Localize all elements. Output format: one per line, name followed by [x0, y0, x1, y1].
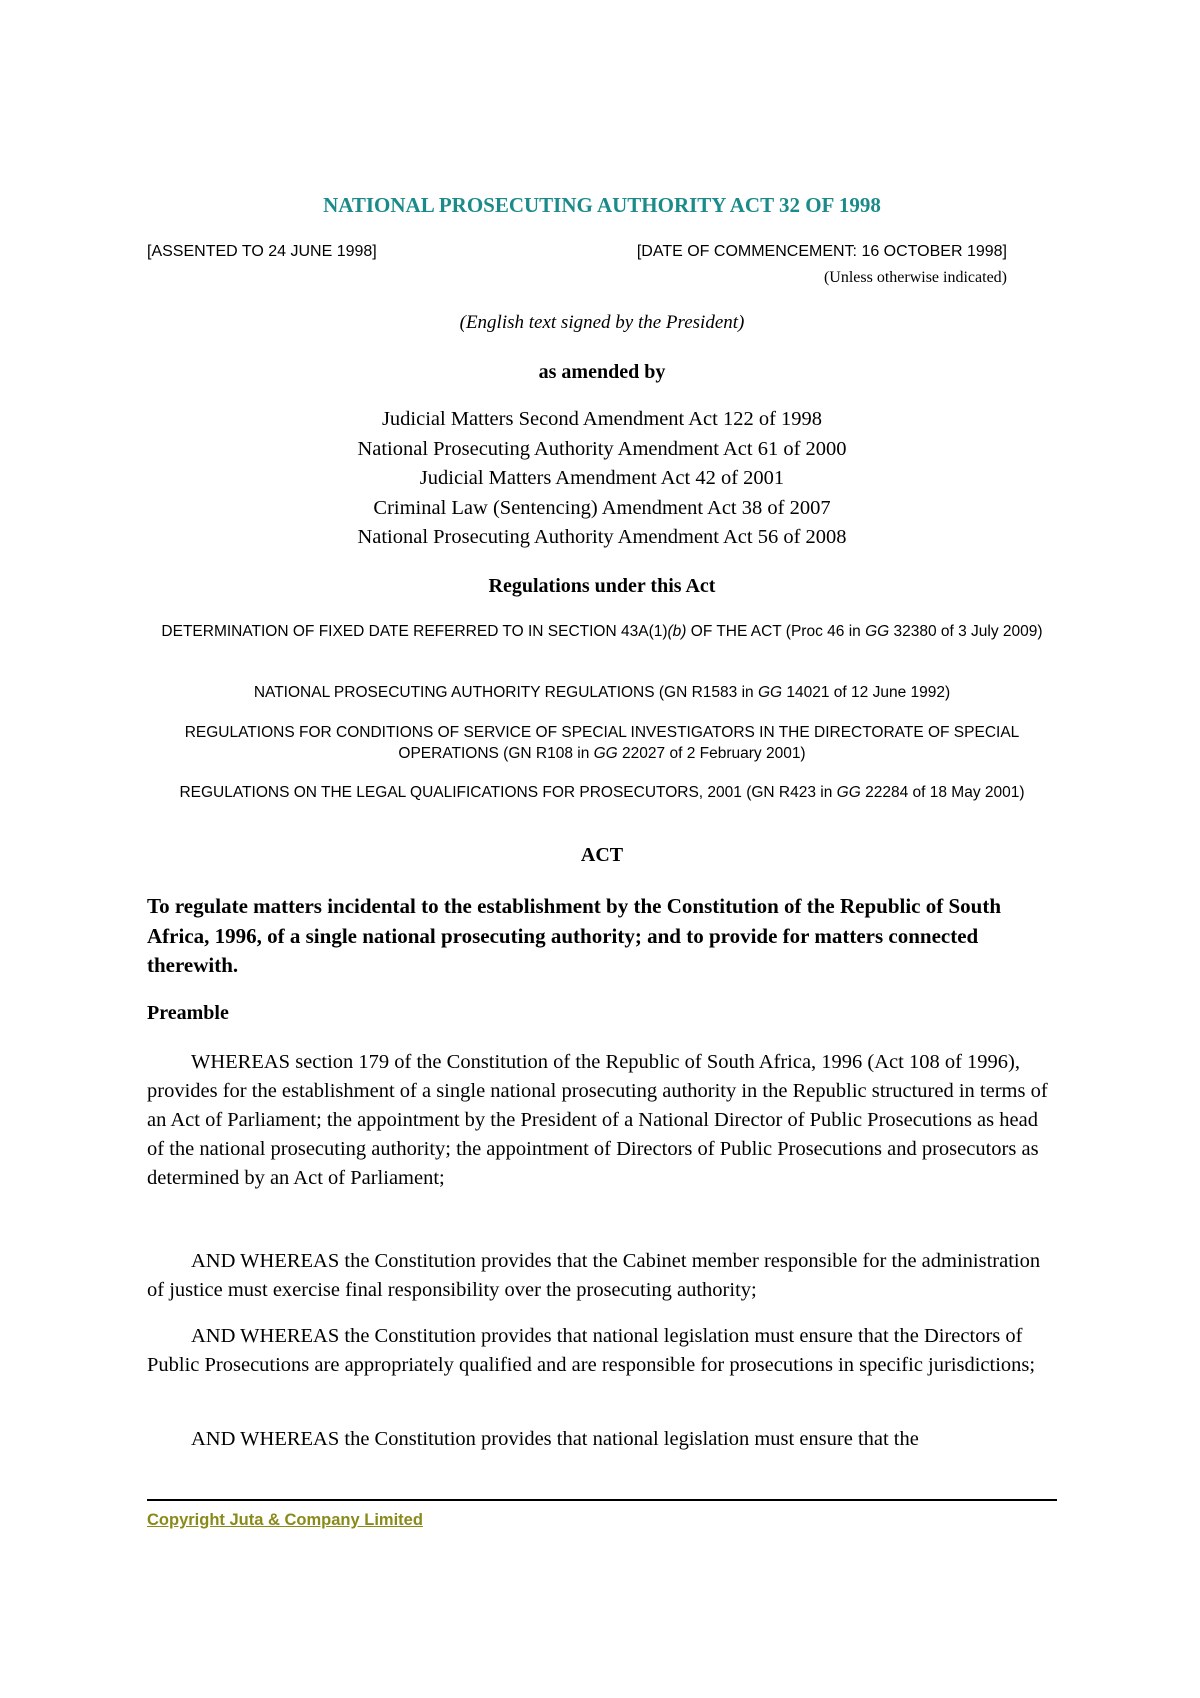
preamble-paragraph: AND WHEREAS the Constitution provides that national legislation must ensure that the — [191, 1428, 919, 1450]
preamble-heading: Preamble — [147, 1002, 229, 1024]
preamble-paragraph: AND WHEREAS the Constitution provides that the Cabinet member responsible for the administration of justice must exercise final responsibility over the prosecuting authority; — [147, 1250, 1041, 1301]
regulation-item — [147, 621, 1057, 642]
regulation-text: 32380 of 3 July 2009) — [889, 623, 1043, 640]
regulation-text: OF THE ACT (Proc 46 in — [686, 623, 866, 640]
regulation-para-ref: (b) — [667, 623, 687, 640]
footer-divider — [147, 1499, 1057, 1501]
gazette-abbrev: GG — [593, 745, 618, 762]
amendment-item: Judicial Matters Second Amendment Act 122 of 1998 — [381, 408, 823, 430]
amendment-list — [147, 405, 1057, 553]
regulation-text: REGULATIONS FOR CONDITIONS OF SERVICE OF SPECIAL INVESTIGATORS IN THE DIRECTORATE OF SPECIAL OPERATIONS (GN R108 in — [184, 724, 1020, 762]
regulation-text: 22284 of 18 May 2001) — [860, 784, 1025, 801]
regulation-text: 14021 of 12 June 1992) — [782, 684, 951, 701]
gazette-abbrev: GG — [865, 623, 890, 640]
assent-date: [ASSENTED TO 24 JUNE 1998] — [147, 243, 377, 260]
regulations-heading: Regulations under this Act — [488, 575, 716, 597]
regulation-item — [147, 782, 1057, 803]
regulation-text: REGULATIONS ON THE LEGAL QUALIFICATIONS FOR PROSECUTORS, 2001 (GN R423 in — [179, 784, 837, 801]
document-page — [147, 0, 1057, 1698]
preamble-paragraph: WHEREAS section 179 of the Constitution of the Republic of South Africa, 1996 (Act 108 of 1996), provides for the establishment of a single national prosecuting authority in the Republic structured in terms of an Act of Parliament; the appointment by the President of a National Director of Public Prosecutions as head of the national prosecuting authority; the appointment of Directors of Public Prosecutions and prosecutors as determined by an Act of Parliament; — [147, 1051, 1048, 1189]
amendment-item: Judicial Matters Amendment Act 42 of 2001 — [419, 467, 785, 489]
amendment-item: National Prosecuting Authority Amendment Act 61 of 2000 — [357, 437, 847, 460]
gazette-abbrev: GG — [836, 784, 861, 801]
long-title: To regulate matters incidental to the establishment by the Constitution of the Republic of South Africa, 1996, of a single national prosecuting authority; and to provide for matters connected therewith. — [147, 894, 1002, 977]
preamble-paragraph: AND WHEREAS the Constitution provides that national legislation must ensure that the Directors of Public Prosecutions are appropriately qualified and are responsible for prosecutions in specific jurisdictions; — [147, 1325, 1036, 1376]
act-heading: ACT — [580, 844, 624, 866]
regulation-text: DETERMINATION OF FIXED DATE REFERRED TO IN SECTION 43A(1) — [161, 623, 668, 640]
gazette-abbrev: GG — [757, 684, 783, 701]
regulation-text: 22027 of 2 February 2001) — [617, 745, 806, 762]
amendment-item: Criminal Law (Sentencing) Amendment Act 38 of 2007 — [373, 496, 831, 519]
regulation-text: NATIONAL PROSECUTING AUTHORITY REGULATIONS (GN R1583 in — [253, 684, 758, 701]
regulation-item — [147, 722, 1057, 764]
unless-note: (Unless otherwise indicated) — [823, 269, 1007, 286]
commencement-date: [DATE OF COMMENCEMENT: 16 OCTOBER 1998] — [636, 243, 1007, 260]
regulation-item — [147, 682, 1057, 703]
amendment-item: National Prosecuting Authority Amendment Act 56 of 2008 — [357, 526, 847, 548]
signed-note: (English text signed by the President) — [459, 312, 745, 333]
copyright-link[interactable]: Copyright Juta & Company Limited — [147, 1511, 423, 1529]
amended-by-heading: as amended by — [538, 361, 666, 383]
act-title: NATIONAL PROSECUTING AUTHORITY ACT 32 OF 1998 — [323, 193, 881, 217]
